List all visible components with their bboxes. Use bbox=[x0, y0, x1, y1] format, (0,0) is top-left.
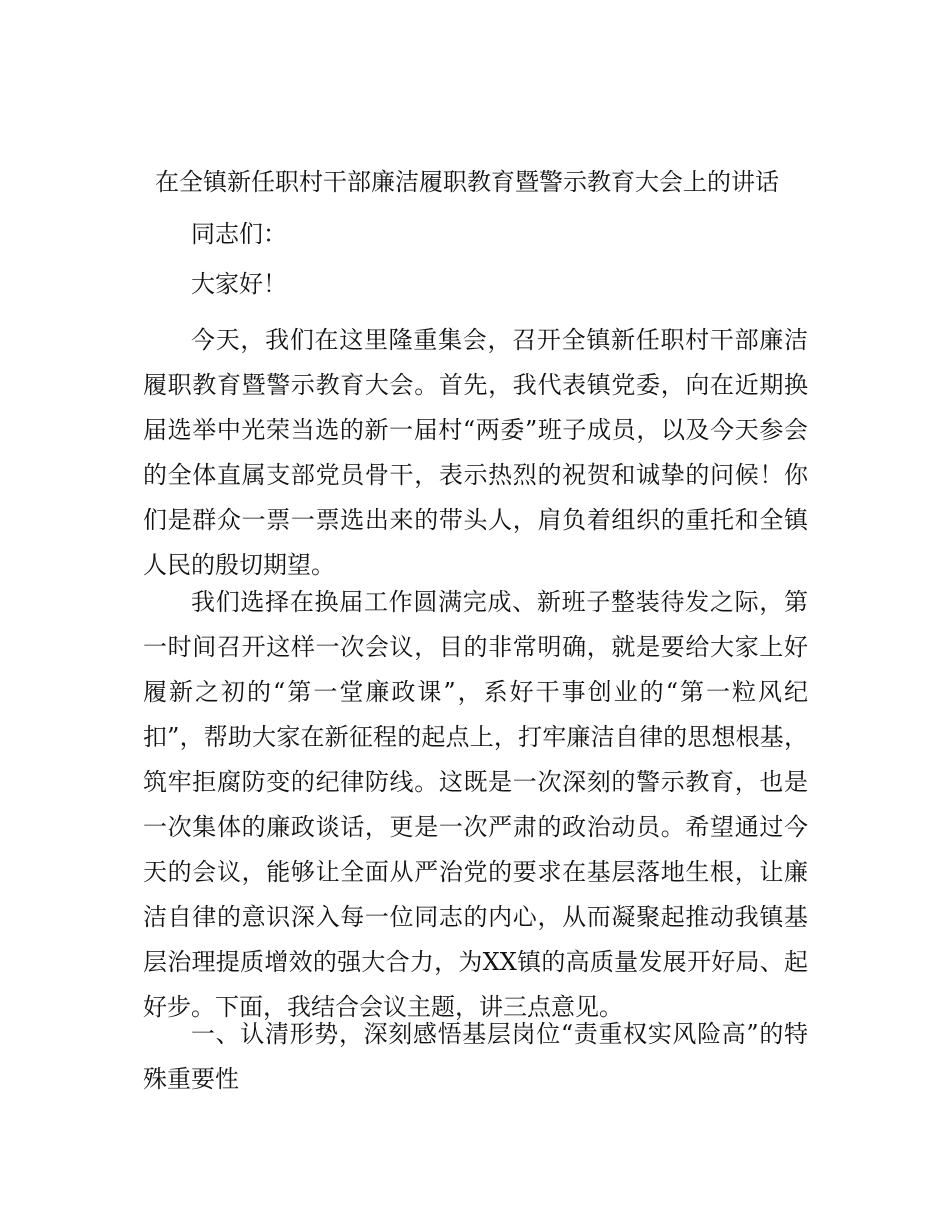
document-title: 在全镇新任职村干部廉洁履职教育暨警示教育大会上的讲话 bbox=[155, 168, 779, 196]
section-heading: 一、认清形势，深刻感悟基层岗位“责重权实风险高”的特殊重要性 bbox=[143, 1020, 808, 1093]
greeting: 大家好！ bbox=[191, 270, 287, 298]
salutation: 同志们： bbox=[191, 220, 287, 248]
body-paragraph-2: 我们选择在换届工作圆满完成、新班子整装待发之际，第一时间召开这样一次会议，目的非常明确，就是要给大家上好履新之初的“第一堂廉政课”，系好干事创业的“第一粒风纪扣”，帮助大家在新征程的起点上，打牢廉洁自律的思想根基，筑牢拒腐防变的纪律防线。这既是一次深刻的警示教育，也是一次集体的廉政谈话，更是一次严肃的政治动员。希望通过今天的会议，能够让全面从严治党的要求在基层落地生根，让廉洁自律的意识深入每一位同志的内心，从而凝聚起推动我镇基层治理提质增效的强大合力，为XX镇的高质量发展开好局、起好步。下面，我结合会议主题，讲三点意见。 bbox=[143, 588, 808, 1021]
body-paragraph-1: 今天，我们在这里隆重集会，召开全镇新任职村干部廉洁履职教育暨警示教育大会。首先，我代表镇党委，向在近期换届选举中光荣当选的新一届村“两委”班子成员，以及今天参会的全体直属支部党员骨干，表示热烈的祝贺和诚挚的问候！你们是群众一票一票选出来的带头人，肩负着组织的重托和全镇人民的殷切期望。 bbox=[143, 326, 808, 579]
